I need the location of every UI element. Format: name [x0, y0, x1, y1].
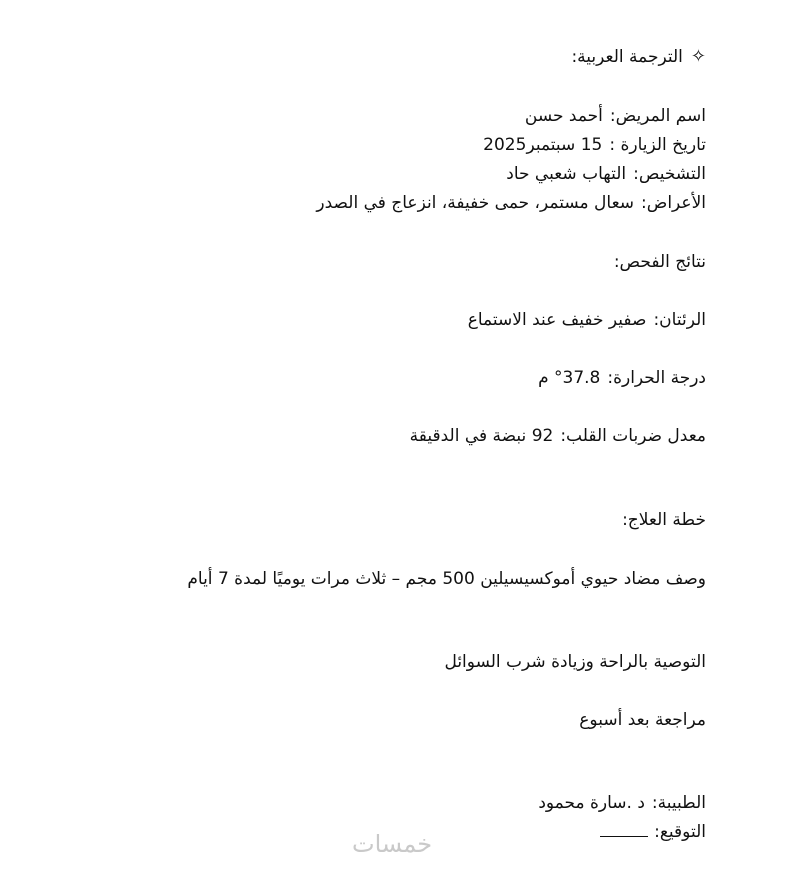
visit-date-label: تاريخ الزيارة :: [609, 135, 706, 155]
treatment-item-antibiotic: وصف مضاد حيوي أموكسيسيلين 500 مجم – ثلاث مرات يوميًا لمدة 7 أيام: [187, 569, 706, 589]
lungs-value: صفير خفيف عند الاستماع: [467, 310, 647, 330]
treatment-item-followup: مراجعة بعد أسبوع: [579, 710, 706, 730]
signature-line: [600, 820, 706, 844]
visit-date-line: [483, 133, 706, 157]
temperature-value: 37.8° م: [538, 368, 601, 388]
diagnosis-label: التشخيص:: [633, 164, 706, 184]
symptoms-value: سعال مستمر، حمى خفيفة، انزعاج في الصدر: [316, 193, 635, 213]
heart-rate-label: معدل ضربات القلب:: [560, 426, 706, 446]
diagnosis-value: التهاب شعبي حاد: [506, 164, 627, 184]
doctor-name: د .سارة محمود: [538, 793, 645, 813]
heart-rate-line: [410, 424, 706, 448]
treatment-item-rest: التوصية بالراحة وزيادة شرب السوائل: [444, 652, 706, 672]
signature-label: التوقيع:: [654, 822, 706, 842]
symptoms-label: الأعراض:: [641, 193, 706, 213]
treatment-heading: خطة العلاج:: [622, 510, 706, 530]
lungs-line: [468, 308, 706, 332]
patient-name-line: [525, 104, 706, 128]
patient-name-value: أحمد حسن: [524, 106, 603, 126]
exam-heading: نتائج الفحص:: [613, 252, 706, 272]
watermark-logo: خمسات: [352, 830, 433, 858]
heading-text: الترجمة العربية:: [571, 47, 683, 67]
signature-blank: [600, 822, 648, 837]
doctor-line: [538, 791, 706, 815]
sparkle-icon: ✧: [690, 46, 706, 67]
temperature-label: درجة الحرارة:: [607, 368, 706, 388]
heart-rate-value: 92 نبضة في الدقيقة: [409, 426, 554, 446]
lungs-label: الرئتان:: [653, 310, 706, 330]
diagnosis-line: [506, 162, 706, 186]
visit-date-value: 15 سبتمبر2025: [483, 135, 603, 155]
doctor-label: الطبيبة:: [651, 793, 706, 813]
temperature-line: [538, 366, 706, 390]
patient-name-label: اسم المريض:: [609, 106, 706, 126]
translation-heading: [571, 45, 706, 69]
symptoms-line: [316, 191, 706, 215]
